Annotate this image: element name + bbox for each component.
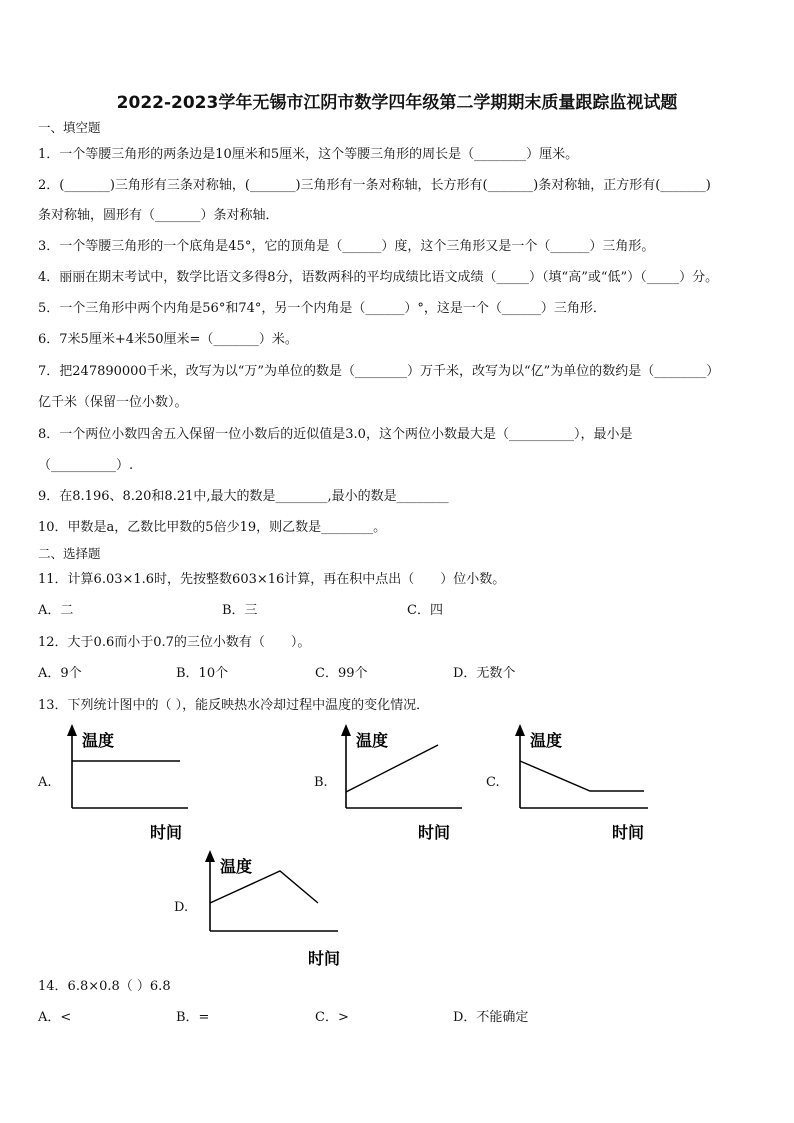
x-axis-label: 时间 — [308, 949, 341, 968]
y-axis-arrow — [515, 724, 525, 736]
y-axis-arrow — [205, 850, 215, 862]
y-axis-label: 温度 — [356, 731, 389, 750]
option-d-graph[interactable] — [198, 848, 358, 973]
y-axis-arrow — [67, 724, 77, 736]
option-c-label[interactable]: C. — [486, 775, 500, 790]
option-d[interactable]: D．无数个 — [453, 666, 516, 681]
question-3: 3．一个等腰三角形的一个底角是45°，它的顶角是（______）度，这个三角形又是一个（______）三角形。 — [38, 239, 655, 254]
question-10: 10．甲数是a，乙数比甲数的5倍少19，则乙数是________。 — [38, 520, 387, 535]
option-c-graph[interactable] — [508, 722, 658, 847]
temperature-line — [346, 745, 438, 792]
section-heading-choice: 二、选择题 — [38, 546, 101, 561]
option-b[interactable]: B．10个 — [176, 666, 229, 681]
question-6: 6．7米5厘米+4米50厘米=（_______）米。 — [38, 332, 298, 347]
x-axis-label: 时间 — [418, 823, 451, 842]
question-12: 12．大于0.6而小于0.7的三位小数有（ ）。 — [38, 635, 311, 650]
question-2-line-2: 条对称轴，圆形有（_______）条对称轴． — [38, 208, 279, 223]
x-axis-label: 时间 — [150, 823, 183, 842]
y-axis-label: 温度 — [220, 857, 253, 876]
option-b[interactable]: B．= — [176, 1010, 210, 1025]
question-7-line-1: 7．把247890000千米，改写为以“万”为单位的数是（________）万千米，改写为以“亿”为单位的数约是（________） — [38, 364, 720, 379]
y-axis-label: 温度 — [530, 731, 563, 750]
option-c[interactable]: C．> — [315, 1010, 349, 1025]
question-7-line-2: 亿千米（保留一位小数）。 — [38, 395, 188, 410]
option-b[interactable]: B．三 — [222, 603, 258, 618]
question-1: 1．一个等腰三角形的两条边是10厘米和5厘米，这个等腰三角形的周长是（________）厘米。 — [38, 147, 579, 162]
section-heading-fill: 一、填空题 — [38, 120, 101, 135]
question-14: 14．6.8×0.8（ ）6.8 — [38, 979, 171, 994]
x-axis-label: 时间 — [612, 823, 645, 842]
question-8-line-1: 8．一个两位小数四舍五入保留一位小数后的近似值是3.0，这个两位小数最大是（__________），最小是 — [38, 427, 633, 442]
question-11: 11．计算6.03×1.6时，先按整数603×16计算，再在积中点出（ ）位小数。 — [38, 572, 506, 587]
option-a[interactable]: A．< — [38, 1010, 72, 1025]
option-d[interactable]: D．不能确定 — [453, 1010, 529, 1025]
option-a[interactable]: A．二 — [38, 603, 74, 618]
option-b-label[interactable]: B. — [314, 775, 328, 790]
option-c[interactable]: C．四 — [407, 603, 443, 618]
question-8-line-2: （__________）. — [38, 458, 134, 473]
option-a-graph[interactable] — [60, 722, 200, 847]
y-axis-arrow — [341, 724, 351, 736]
option-c[interactable]: C．99个 — [315, 666, 368, 681]
question-13: 13．下列统计图中的（ ），能反映热水冷却过程中温度的变化情况． — [38, 698, 430, 713]
option-a-label[interactable]: A. — [38, 775, 52, 790]
option-a[interactable]: A．9个 — [38, 666, 82, 681]
option-d-label[interactable]: D. — [174, 900, 189, 915]
question-5: 5．一个三角形中两个内角是56°和74°，另一个内角是（______）°，这是一个（______）三角形． — [38, 301, 606, 316]
temperature-line — [520, 761, 644, 791]
option-b-graph[interactable] — [334, 722, 474, 847]
question-2-line-1: 2．(_______)三角形有三条对称轴，(_______)三角形有一条对称轴，长方形有(_______)条对称轴，正方形有(_______) — [38, 178, 711, 193]
question-4: 4．丽丽在期末考试中，数学比语文多得8分，语数两科的平均成绩比语文成绩（_____）（填“高”或“低”）（_____）分。 — [38, 270, 719, 285]
page-title: 2022-2023学年无锡市江阴市数学四年级第二学期期末质量跟踪监视试题 — [116, 93, 678, 113]
y-axis-label: 温度 — [82, 731, 115, 750]
question-9: 9．在8.196、8.20和8.21中,最大的数是________,最小的数是________ — [38, 489, 449, 504]
